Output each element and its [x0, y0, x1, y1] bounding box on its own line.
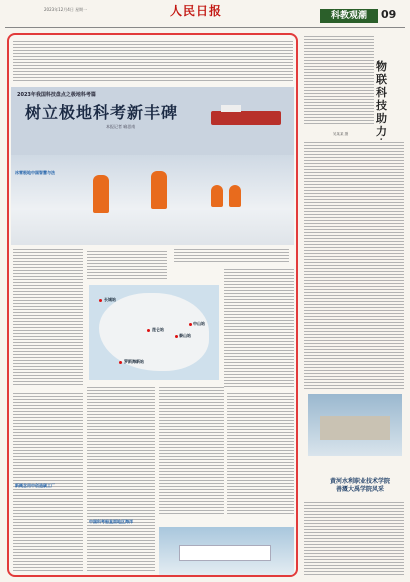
station-marker — [175, 335, 178, 338]
map-label: 长城站 — [104, 297, 116, 302]
drilling-photo — [11, 155, 294, 245]
station-marker — [119, 361, 122, 364]
bottom-right-text — [304, 500, 404, 576]
page-header — [0, 0, 410, 30]
photo-caption — [174, 247, 289, 263]
bottom-right-headline: 黄河水利职业技术学院 善溉大禹学院风采 — [329, 478, 390, 493]
article-text-col1b — [13, 391, 83, 571]
right-article-body — [304, 140, 404, 390]
subhead-2: 新概念用中创造碳工厂 — [15, 483, 55, 488]
right-headline: 物联科技助力 — [376, 60, 387, 138]
researcher-figure — [211, 185, 223, 207]
issue-date: 2023年12月4日 星期一 — [44, 7, 88, 12]
article-text-col1 — [13, 247, 83, 387]
article-text-top — [13, 39, 293, 83]
header-rule — [5, 27, 405, 28]
section-label: 科教观潮 — [320, 9, 378, 23]
campus-building — [320, 416, 390, 440]
feature-title: 树立极地科考新丰碑 — [25, 103, 179, 122]
map-label: 罗斯海新站 — [124, 359, 144, 364]
researcher-figure — [93, 175, 109, 213]
feature-banner — [11, 87, 294, 165]
newspaper-logo: 人民日报 — [170, 4, 223, 18]
station-marker — [189, 323, 192, 326]
right-photo-credit: 吴某某 摄 — [333, 132, 349, 136]
campus-photo — [308, 394, 402, 456]
map-label: 泰山站 — [179, 333, 191, 338]
right-article-text — [304, 34, 374, 124]
article-text-col4 — [224, 267, 294, 387]
station-marker — [99, 299, 102, 302]
page-number: 09 — [381, 8, 397, 21]
icebreaker-ship-image — [211, 111, 281, 125]
subhead-1: 冰雪极地中国智慧与法 — [15, 170, 55, 175]
feature-byline: 本报记者 喻思南 — [106, 124, 136, 129]
feature-kicker: 2023年我国科技盘点之极地科考篇 — [17, 92, 96, 98]
article-text-col3b — [159, 385, 224, 515]
station-building — [179, 545, 271, 561]
article-text-col2 — [87, 249, 167, 281]
subhead-3: 中国科考船直面地区海洋 — [89, 519, 133, 524]
feature-article-highlight[interactable] — [7, 33, 298, 577]
map-label: 中山站 — [193, 321, 205, 326]
research-station-photo — [159, 527, 294, 577]
researcher-figure — [229, 185, 241, 207]
article-text-col2b — [87, 385, 155, 571]
antarctica-map — [89, 285, 219, 380]
researcher-figure — [151, 171, 167, 209]
station-marker — [147, 329, 150, 332]
map-label: 昆仑站 — [152, 327, 164, 332]
article-text-col4b — [227, 391, 294, 515]
